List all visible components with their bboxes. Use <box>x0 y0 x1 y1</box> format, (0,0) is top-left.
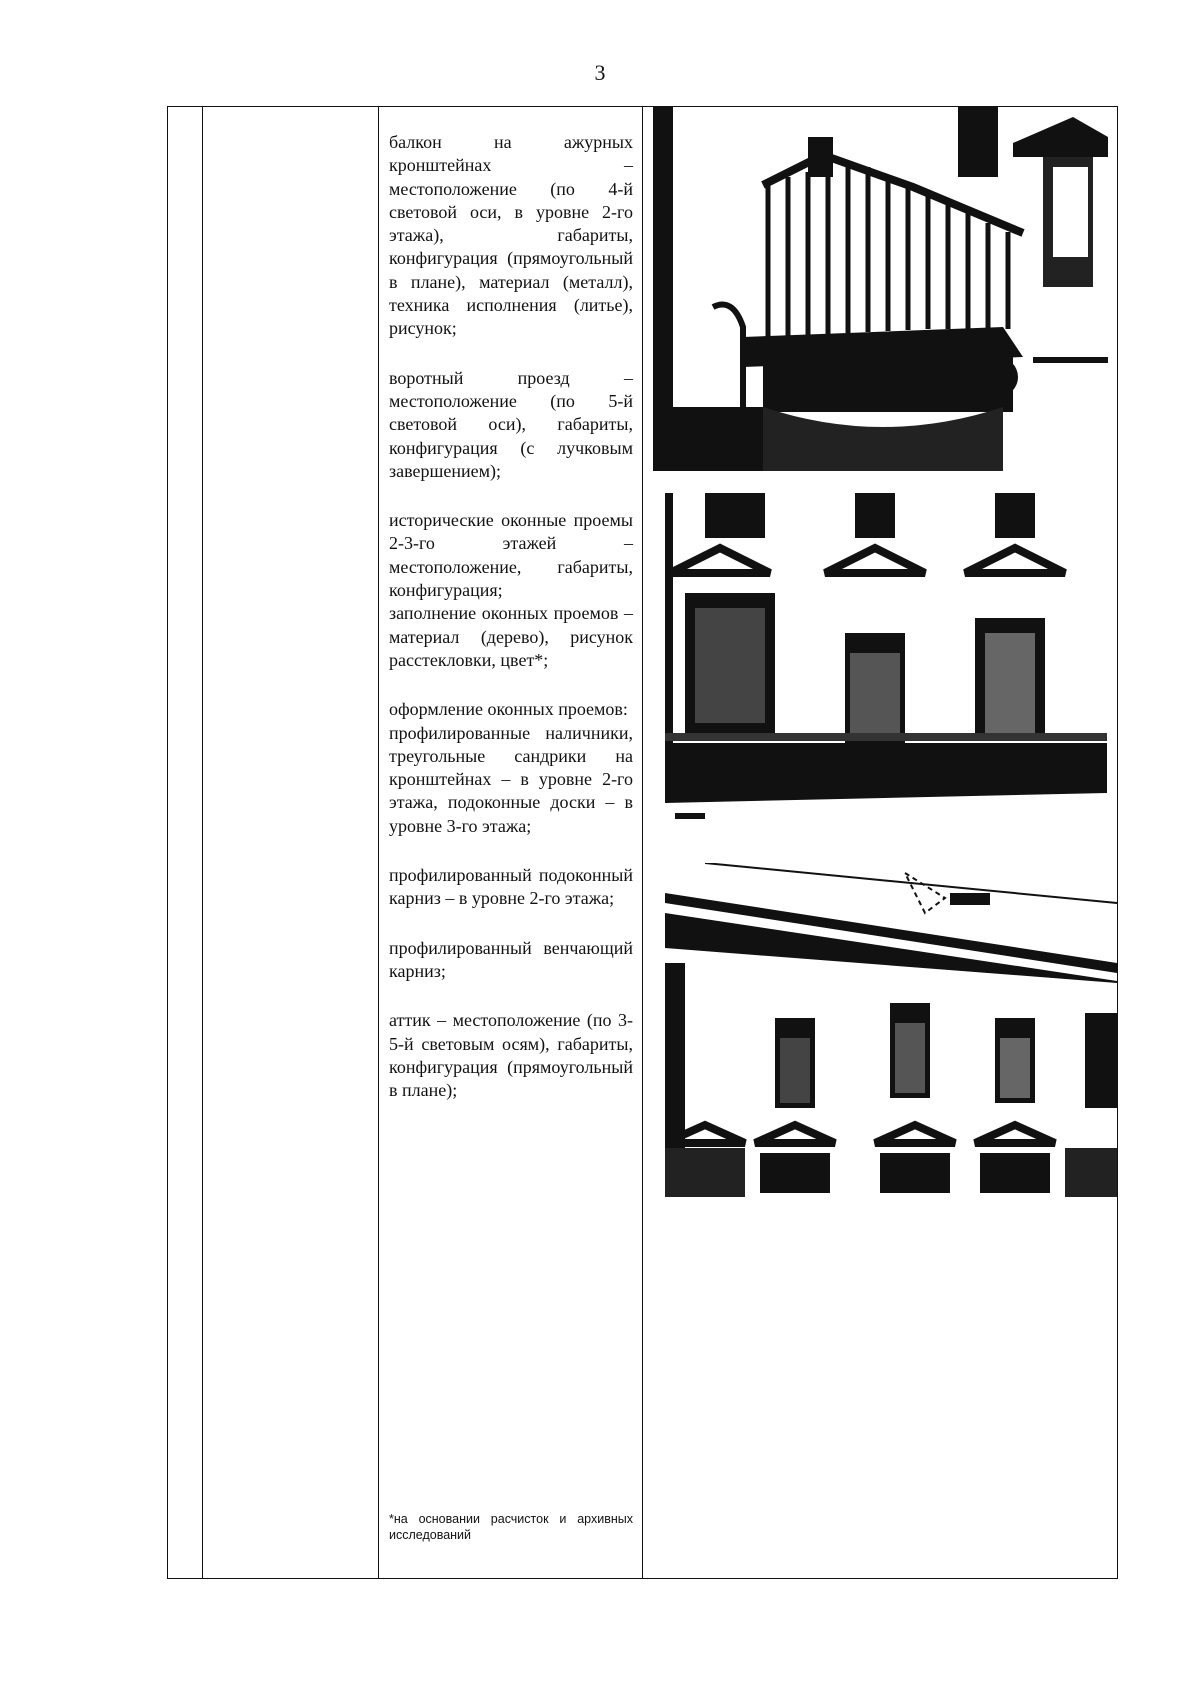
photo-cornice <box>665 863 1117 1197</box>
document-table <box>167 106 1118 1579</box>
column-divider-1 <box>202 107 203 1578</box>
paragraph-attic: аттик – местоположение (по 3-5-й световым осям), габариты, конфигурация (прямоугольный в плане); <box>389 1010 633 1101</box>
description-column <box>389 131 633 1128</box>
column-divider-3 <box>642 107 643 1578</box>
page-number: 3 <box>594 60 606 85</box>
paragraph-balcony: балкон на ажурных кронштейнах – местоположение (по 4-й световой оси, в уровне 2-го этажа), габариты, конфигурация (прямоугольный в плане), материал (металл), техника исполнения (литье), рисунок; <box>389 132 633 339</box>
windows-photo-image <box>665 493 1107 838</box>
photo-windows <box>665 493 1107 838</box>
paragraph-crown-cornice: профилированный венчающий карниз; <box>389 937 633 981</box>
cornice-photo-image <box>665 863 1117 1197</box>
paragraph-window-decor: профилированные наличники, треугольные сандрики на кронштейнах – в уровне 2-го этажа, подоконные доски – в уровне 3-го этажа; <box>389 722 633 836</box>
balcony-photo-image <box>653 107 1108 471</box>
footnote: *на основании расчисток и архивных исследований <box>389 1512 633 1542</box>
paragraph-gateway: воротный проезд – местоположение (по 5-й световой оси), габариты, конфигурация (с лучковым завершением); <box>389 367 633 481</box>
column-divider-2 <box>378 107 379 1578</box>
paragraph-sill-cornice: профилированный подоконный карниз – в уровне 2-го этажа; <box>389 865 633 909</box>
paragraph-window-decor-title: оформление оконных проемов: <box>389 699 628 720</box>
paragraph-windows: исторические оконные проемы 2-3-го этажей – местоположение, габариты, конфигурация; <box>389 510 633 601</box>
photo-balcony <box>653 107 1108 471</box>
paragraph-window-fill: заполнение оконных проемов – материал (дерево), рисунок расстекловки, цвет*; <box>389 603 633 670</box>
